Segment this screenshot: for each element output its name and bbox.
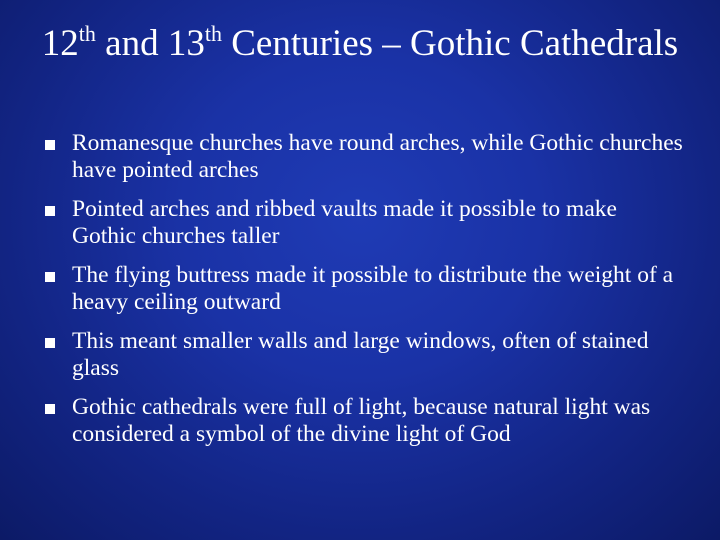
square-bullet-icon bbox=[45, 206, 55, 216]
bullet-list bbox=[45, 130, 685, 460]
bullet-item bbox=[45, 262, 685, 316]
bullet-item bbox=[45, 328, 685, 382]
bullet-text: Gothic cathedrals were full of light, because natural light was considered a symbol of the divine light of God bbox=[72, 394, 651, 447]
slide-title bbox=[40, 20, 680, 72]
bullet-text: Pointed arches and ribbed vaults made it possible to make Gothic churches taller bbox=[72, 196, 617, 249]
square-bullet-icon bbox=[45, 272, 55, 282]
square-bullet-icon bbox=[45, 140, 55, 150]
bullet-item bbox=[45, 394, 685, 448]
square-bullet-icon bbox=[45, 404, 55, 414]
title-part-1: 12 bbox=[41, 23, 79, 64]
title-part-2: and 13 bbox=[95, 23, 205, 64]
title-part-3: Centuries – Gothic Cathedrals bbox=[221, 23, 679, 64]
square-bullet-icon bbox=[45, 338, 55, 348]
title-superscript-1: th bbox=[78, 21, 96, 46]
bullet-text: Romanesque churches have round arches, while Gothic churches have pointed arches bbox=[72, 130, 683, 183]
title-superscript-2: th bbox=[204, 21, 222, 46]
bullet-item bbox=[45, 130, 685, 184]
bullet-text: The flying buttress made it possible to distribute the weight of a heavy ceiling outward bbox=[72, 262, 674, 315]
bullet-text: This meant smaller walls and large windows, often of stained glass bbox=[72, 328, 649, 381]
bullet-item bbox=[45, 196, 685, 250]
